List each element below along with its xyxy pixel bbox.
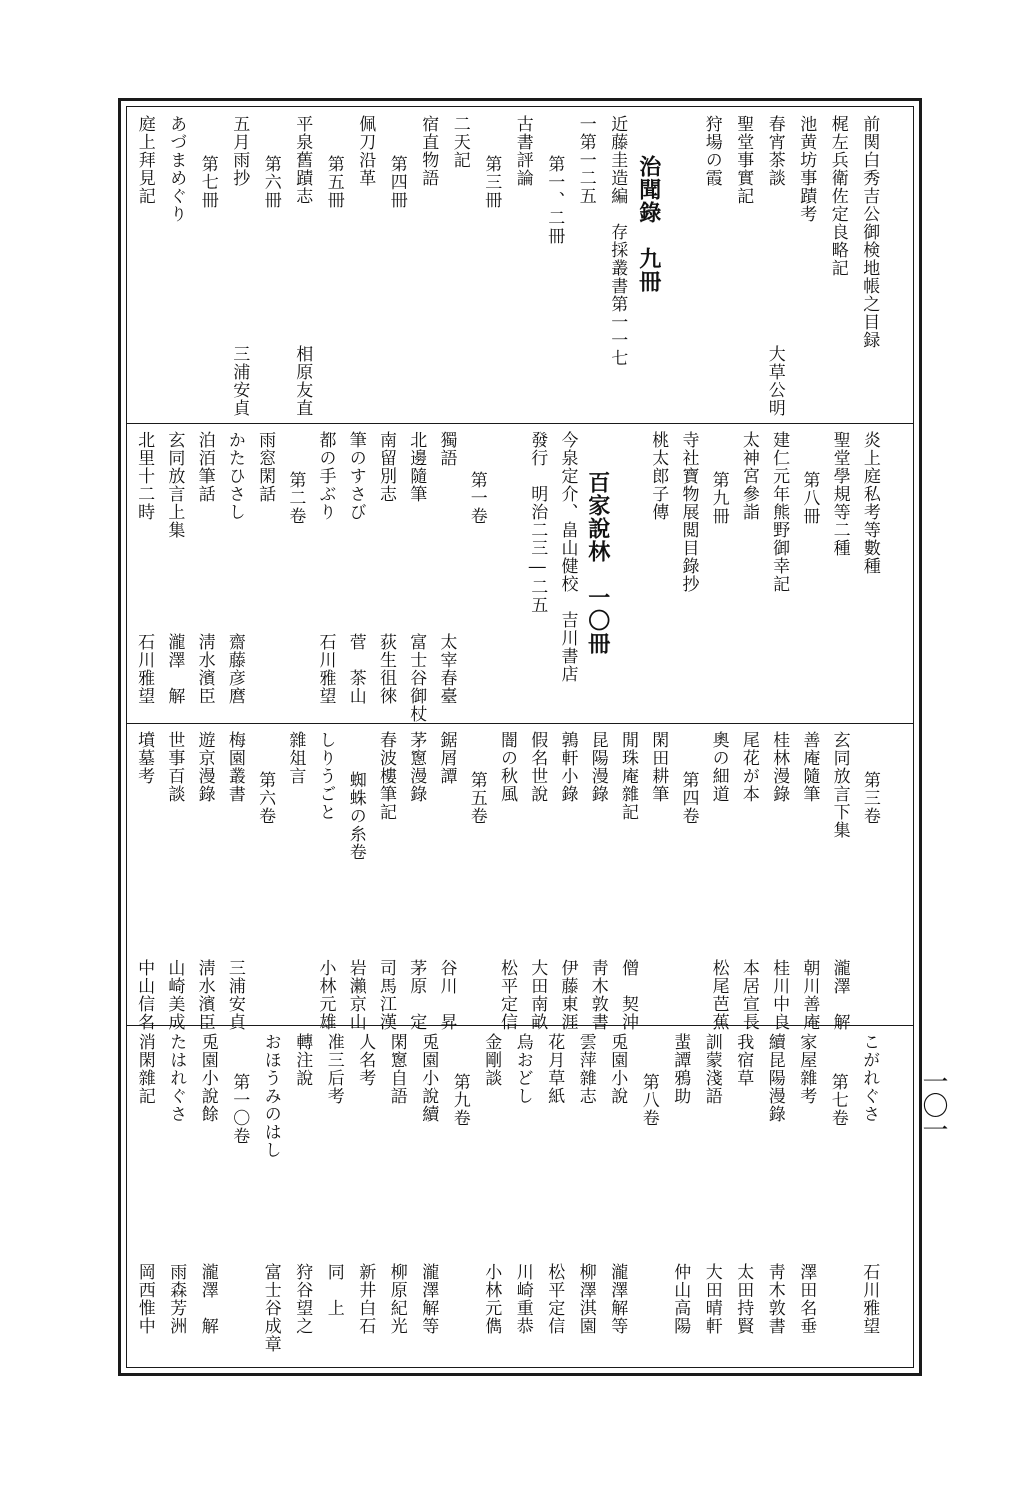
entry-author: 松平定信 <box>497 959 517 1031</box>
entry-title: 第三冊 <box>481 155 502 209</box>
entry-title: 第八冊 <box>799 471 820 525</box>
entry-title: こがれぐさ <box>859 1033 880 1123</box>
entry-title: 世事百談 <box>164 731 185 803</box>
entry-author: 瀧澤 解 <box>829 959 850 1031</box>
entry-title: 第九冊 <box>708 471 729 525</box>
entry-title: 尾花が本 <box>738 731 759 803</box>
entry-title: 花月草紙 <box>544 1033 565 1105</box>
entry-title: 第五冊 <box>323 155 344 209</box>
entry-title: 都の手ぶり <box>315 431 336 521</box>
entry-title: 平泉舊蹟志 <box>292 115 313 205</box>
entry-author: 岩瀨京山 <box>345 959 366 1031</box>
entry-title: 人名考 <box>355 1033 376 1087</box>
entry-title: 治聞錄 九冊 <box>635 155 662 293</box>
entry-title: 前関白秀吉公御検地帳之目録 <box>859 115 880 349</box>
entry-title: 泊洦筆話 <box>194 431 215 503</box>
entry-title: 宿直物語 <box>418 115 439 187</box>
entry-author: 三浦安貞 <box>229 345 250 417</box>
entry-title: 第一、二冊 <box>544 155 565 245</box>
entry-author: 淸水濱臣 <box>194 959 215 1031</box>
entry-author: 柳澤淇園 <box>575 1263 596 1335</box>
entry-author: 山崎美成 <box>164 959 185 1031</box>
entry-author: 松尾芭蕉 <box>708 959 729 1031</box>
entry-title: 二天記 <box>449 115 470 169</box>
entry-author: 朝川善庵 <box>799 959 820 1031</box>
entry-author: 川崎重恭 <box>512 1263 533 1335</box>
entry-title: 續昆陽漫錄 <box>764 1033 785 1123</box>
entry-title: 北邊隨筆 <box>406 431 427 503</box>
entry-title: 百家說林 一〇冊 <box>584 471 611 655</box>
entry-title: 兎園小說 <box>607 1033 628 1105</box>
entry-title: 春宵茶談 <box>764 115 785 187</box>
entry-title: 第五卷 <box>466 771 487 825</box>
entry-title: 近藤圭造編 存採叢書第一一七 <box>607 115 628 367</box>
entry-title: 闇の秋風 <box>497 731 517 803</box>
entry-author: 仲山高陽 <box>670 1263 691 1335</box>
entry-author: 瀧澤 解 <box>197 1263 218 1335</box>
entry-title: 茅窻漫錄 <box>406 731 427 803</box>
page-number: 一〇一 <box>918 1068 948 1140</box>
entry-title: かたひさし <box>224 431 245 521</box>
entry-author: 茅原 定 <box>406 959 427 1031</box>
entry-title: 蜚譚鴉助 <box>670 1033 691 1105</box>
entry-author: 大田南畝 <box>527 959 548 1031</box>
section-divider <box>127 723 913 724</box>
entry-title: 第六卷 <box>255 771 276 825</box>
entry-title: 第七卷 <box>827 1073 848 1127</box>
entry-author: 淸水濱臣 <box>194 633 215 705</box>
entry-author: 桂川中良 <box>769 959 790 1031</box>
entry-title: 雲萍雜志 <box>575 1033 596 1105</box>
entry-title: たはれぐさ <box>166 1033 187 1123</box>
entry-title: 家屋雜考 <box>796 1033 817 1105</box>
entry-author: 伊藤東涯 <box>557 959 578 1031</box>
entry-author: 僧 契沖 <box>617 959 638 1031</box>
entry-author: 齋藤彦麿 <box>224 633 245 705</box>
entry-title: 第九卷 <box>449 1073 470 1127</box>
entry-author: 石川雅望 <box>134 633 155 705</box>
entry-title: 寺社寶物展閲目錄抄 <box>678 431 699 593</box>
entry-title: おほうみのはし <box>260 1033 281 1159</box>
entry-author: 富士谷成章 <box>260 1263 281 1353</box>
entry-author: 狩谷望之 <box>292 1263 313 1335</box>
entry-title: 金剛談 <box>481 1033 502 1087</box>
entry-author: 荻生徂徠 <box>376 633 397 705</box>
entry-title: 我宿草 <box>733 1033 754 1087</box>
entry-title: 墳墓考 <box>134 731 155 785</box>
entry-author: 雨森芳洲 <box>166 1263 187 1335</box>
entry-title: 一第一二五 <box>575 115 596 205</box>
entry-title: 建仁元年熊野御幸記 <box>769 431 790 593</box>
entry-title: 奧の細道 <box>708 731 729 803</box>
entry-title: 遊京漫錄 <box>194 731 215 803</box>
entry-title: 玄同放言上集 <box>164 431 185 539</box>
entry-author: 石川雅望 <box>315 633 336 705</box>
entry-title: 今泉定介、畠山健校 吉川書店 <box>557 431 578 683</box>
entry-title: 聖堂學規等二種 <box>829 431 850 557</box>
entry-title: 雨窓閑話 <box>255 431 276 503</box>
entry-title: 筆のすさび <box>345 431 366 521</box>
entry-title: 桃太郎子傳 <box>648 431 669 521</box>
entry-author: 本居宣長 <box>738 959 759 1031</box>
entry-title: 鶉軒小錄 <box>557 731 578 803</box>
entry-author: 瀧澤解等 <box>418 1263 439 1335</box>
entry-author: 中山信名 <box>134 959 155 1031</box>
entry-title: 第四冊 <box>386 155 407 209</box>
entry-title: 蜘蛛の糸卷 <box>345 771 366 861</box>
entry-title: 鋸屑譚 <box>436 731 457 785</box>
entry-title: 第二卷 <box>285 471 306 525</box>
table-frame <box>118 98 922 1376</box>
entry-author: 靑木敦書 <box>764 1263 785 1335</box>
entry-author: 柳原紀光 <box>386 1263 407 1335</box>
entry-author: 同 上 <box>323 1263 344 1317</box>
entry-author: 富士谷御杖 <box>406 633 427 723</box>
entry-author: 瀧澤 解 <box>164 633 185 705</box>
entry-title: しりうごと <box>315 731 336 821</box>
entry-author: 小林元儁 <box>481 1263 502 1335</box>
entry-author: 大草公明 <box>764 345 785 417</box>
entry-title: 梅園叢書 <box>224 731 245 803</box>
entry-title: 閑田耕筆 <box>648 731 669 803</box>
entry-author: 司馬江漢 <box>376 959 397 1031</box>
entry-author: 菅 茶山 <box>345 633 366 705</box>
entry-title: 池黄坊事蹟考 <box>796 115 817 223</box>
entry-title: 太神宮參詣 <box>738 431 759 521</box>
entry-title: 梶左兵衛佐定良略記 <box>827 115 848 277</box>
entry-title: 第三卷 <box>859 771 880 825</box>
entry-author: 相原友直 <box>292 345 313 417</box>
entry-title: 善庵隨筆 <box>799 731 820 803</box>
entry-author: 澤田名垂 <box>796 1263 817 1335</box>
entry-title: 玄同放言下集 <box>829 731 850 839</box>
entry-title: 炎上庭私考等數種 <box>859 431 880 575</box>
entry-title: 兎園小說餘 <box>197 1033 218 1123</box>
entry-author: 三浦安貞 <box>224 959 245 1031</box>
entry-title: 訓蒙淺語 <box>701 1033 722 1105</box>
entry-title: 閑窻自語 <box>386 1033 407 1105</box>
entry-title: 第一卷 <box>466 471 487 525</box>
entry-title: 烏おどし <box>512 1033 533 1105</box>
table-inner-border <box>126 106 914 1368</box>
entry-title: 春波樓筆記 <box>376 731 397 821</box>
entry-title: 兎園小說續 <box>418 1033 439 1123</box>
entry-author: 太田持賢 <box>733 1263 754 1335</box>
entry-title: あづまめぐり <box>166 115 187 223</box>
section-divider <box>127 423 913 424</box>
entry-author: 小林元雄 <box>315 959 336 1031</box>
entry-title: 聖堂事實記 <box>733 115 754 205</box>
entry-author: 新井白石 <box>355 1263 376 1335</box>
entry-author: 石川雅望 <box>859 1263 880 1335</box>
entry-title: 轉注說 <box>292 1033 313 1087</box>
entry-title: 第八卷 <box>638 1073 659 1127</box>
entry-title: 庭上拜見記 <box>134 115 155 205</box>
entry-title: 閒珠庵雜記 <box>617 731 638 821</box>
entry-author: 谷川 昇 <box>436 959 457 1031</box>
entry-title: 昆陽漫錄 <box>587 731 608 803</box>
entry-author: 大田晴軒 <box>701 1263 722 1335</box>
entry-title: 古書評論 <box>512 115 533 187</box>
entry-title: 准三后考 <box>323 1033 344 1105</box>
entry-title: 消閑雜記 <box>134 1033 155 1105</box>
entry-title: 雜俎言 <box>285 731 306 785</box>
entry-title: 五月雨抄 <box>229 115 250 187</box>
entry-title: 第六冊 <box>260 155 281 209</box>
entry-title: 狩場の霞 <box>701 115 722 187</box>
entry-title: 獨語 <box>436 431 457 467</box>
entry-title: 假名世說 <box>527 731 548 803</box>
entry-title: 第一〇卷 <box>229 1073 250 1145</box>
entry-title: 第四卷 <box>678 771 699 825</box>
entry-author: 松平定信 <box>544 1263 565 1335</box>
entry-title: 發行 明治二三―二五 <box>527 431 548 614</box>
entry-title: 南留別志 <box>376 431 397 503</box>
entry-author: 岡西惟中 <box>134 1263 155 1335</box>
entry-author: 靑木敦書 <box>587 959 608 1031</box>
entry-title: 北里十二時 <box>134 431 155 521</box>
entry-author: 太宰春臺 <box>436 633 457 705</box>
entry-title: 佩刀沿革 <box>355 115 376 187</box>
entry-title: 桂林漫錄 <box>769 731 790 803</box>
entry-author: 瀧澤解等 <box>607 1263 628 1335</box>
entry-title: 第七冊 <box>197 155 218 209</box>
